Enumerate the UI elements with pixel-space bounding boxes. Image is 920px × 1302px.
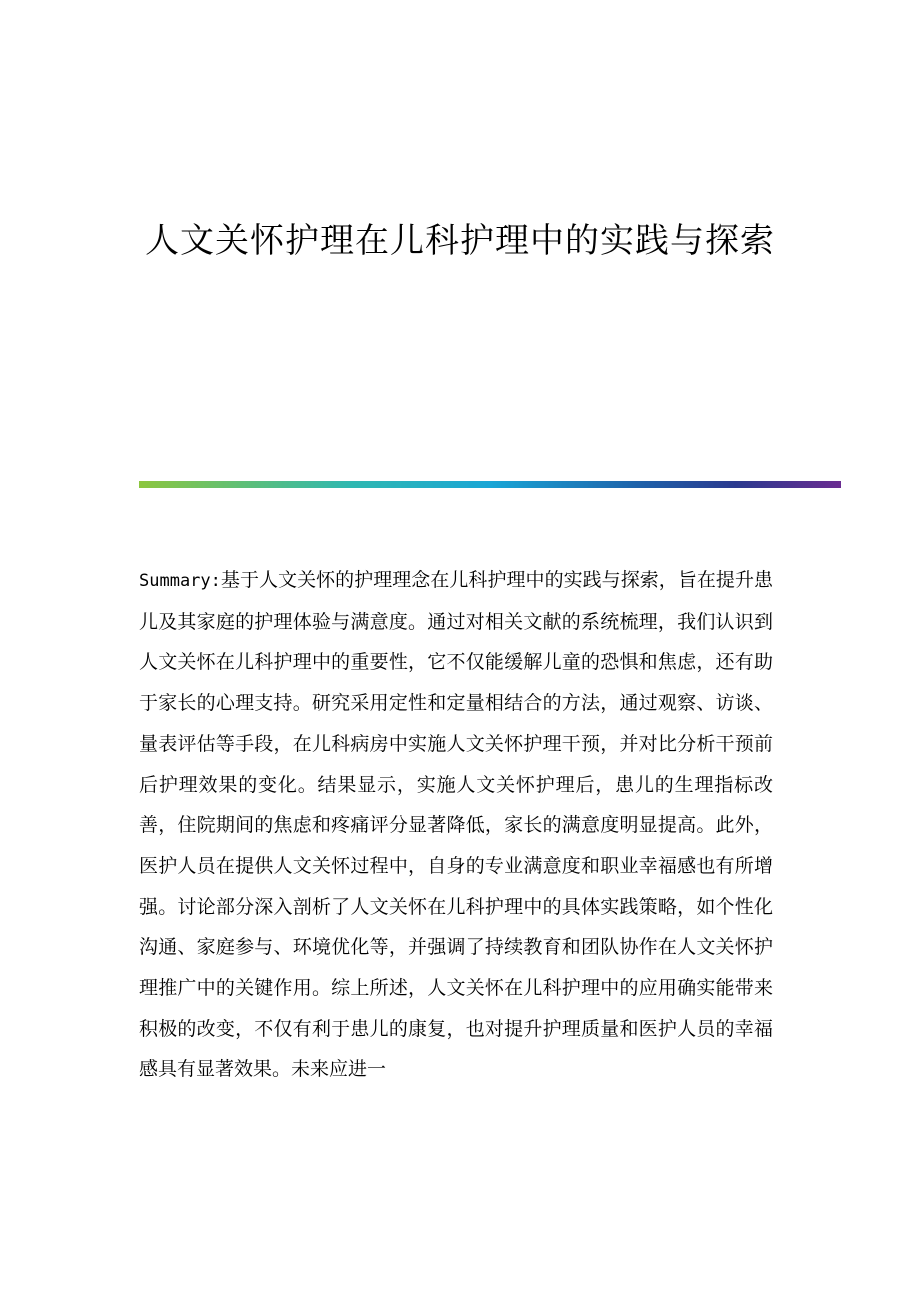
abstract-paragraph [139,560,773,1090]
abstract-text: 基于人文关怀的护理理念在儿科护理中的实践与探索，旨在提升患儿及其家庭的护理体验与满意度。通过对相关文献的系统梳理，我们认识到人文关怀在儿科护理中的重要性，它不仅能缓解儿童的恐惧和焦虑，还有助于家长的心理支持。研究采用定性和定量相结合的方法，通过观察、访谈、量表评估等手段，在儿科病房中实施人文关怀护理干预，并对比分析干预前后护理效果的变化。结果显示，实施人文关怀护理后，患儿的生理指标改善，住院期间的焦虑和疼痛评分显著降低，家长的满意度明显提高。此外，医护人员在提供人文关怀过程中，自身的专业满意度和职业幸福感也有所增强。讨论部分深入剖析了人文关怀在儿科护理中的具体实践策略，如个性化沟通、家庭参与、环境优化等，并强调了持续教育和团队协作在人文关怀护理推广中的关键作用。综上所述，人文关怀在儿科护理中的应用确实能带来积极的改变，不仅有利于患儿的康复，也对提升护理质量和医护人员的幸福感具有显著效果。未来应进一 [139,569,773,1081]
abstract-label: Summary: [139,571,221,591]
gradient-divider [139,481,841,488]
document-title: 人文关怀护理在儿科护理中的实践与探索 [145,221,775,261]
